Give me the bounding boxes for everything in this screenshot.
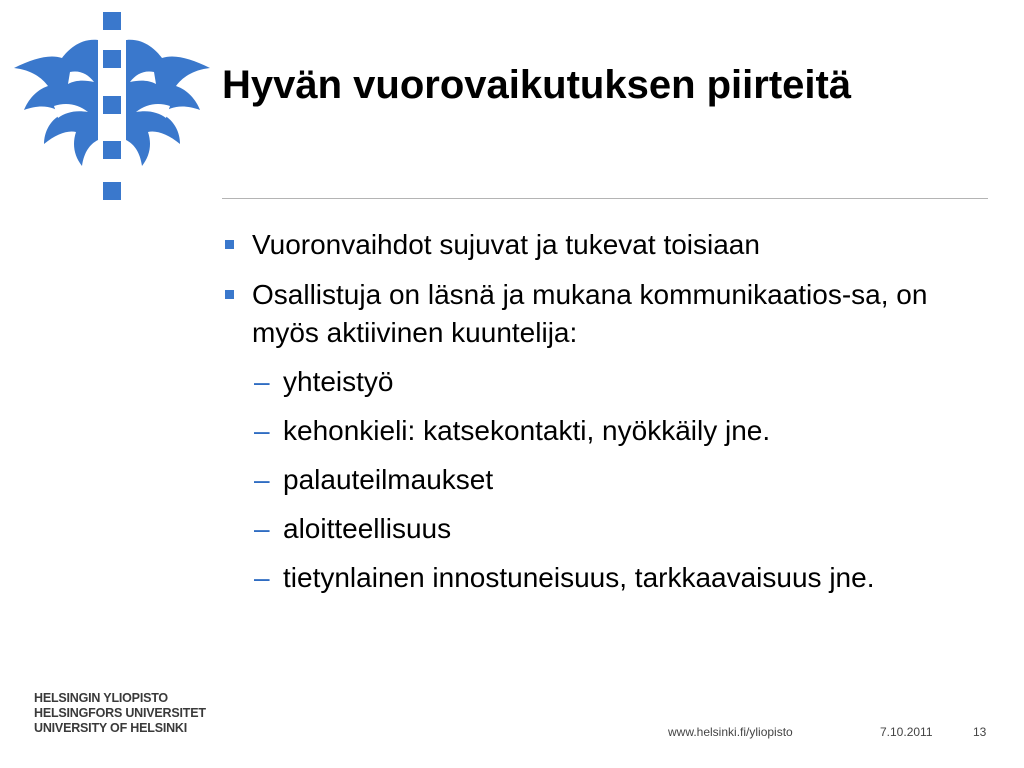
- square-bullet-icon: [225, 290, 234, 299]
- footer-date: 7.10.2011: [880, 725, 933, 739]
- dash-bullet-icon: –: [254, 513, 270, 544]
- title-divider: [222, 198, 988, 199]
- sub-bullet-text: kehonkieli: katsekontakti, nyökkäily jne.: [283, 415, 771, 446]
- sub-bullet-item: [254, 413, 992, 449]
- wordmark-line-swedish: HELSINGFORS UNIVERSITET: [34, 706, 206, 720]
- sub-bullet-text: tietynlainen innostuneisuus, tarkkaavaisuus jne.: [283, 562, 875, 593]
- page-title: Hyvän vuorovaikutuksen piirteitä: [222, 63, 852, 107]
- dash-bullet-icon: –: [254, 415, 270, 446]
- sub-bullet-item: [254, 364, 992, 400]
- sub-bullet-item: [254, 560, 992, 596]
- sub-bullet-item: [254, 511, 992, 547]
- university-of-helsinki-flame-icon: [10, 10, 215, 205]
- sub-bullet-text: yhteistyö: [283, 366, 394, 397]
- dash-bullet-icon: –: [254, 562, 270, 593]
- sub-bullet-item: [254, 462, 992, 498]
- university-wordmark: [34, 691, 206, 736]
- bullet-item: [222, 226, 992, 264]
- wordmark-line-english: UNIVERSITY OF HELSINKI: [34, 721, 188, 735]
- dash-bullet-icon: –: [254, 366, 270, 397]
- footer-page-number: 13: [973, 725, 987, 739]
- bullet-text: Osallistuja on läsnä ja mukana kommunikaatios-sa, on myös aktiivinen kuuntelija:: [252, 279, 928, 348]
- slide-content: [222, 226, 992, 609]
- square-bullet-icon: [225, 240, 234, 249]
- footer-url: www.helsinki.fi/yliopisto: [668, 725, 793, 739]
- bullet-item: [222, 276, 992, 352]
- bullet-text: Vuoronvaihdot sujuvat ja tukevat toisiaan: [252, 229, 760, 260]
- dash-bullet-icon: –: [254, 464, 270, 495]
- sub-bullet-text: palauteilmaukset: [283, 464, 494, 495]
- wordmark-line-finnish: HELSINGIN YLIOPISTO: [34, 691, 168, 705]
- sub-bullet-text: aloitteellisuus: [283, 513, 452, 544]
